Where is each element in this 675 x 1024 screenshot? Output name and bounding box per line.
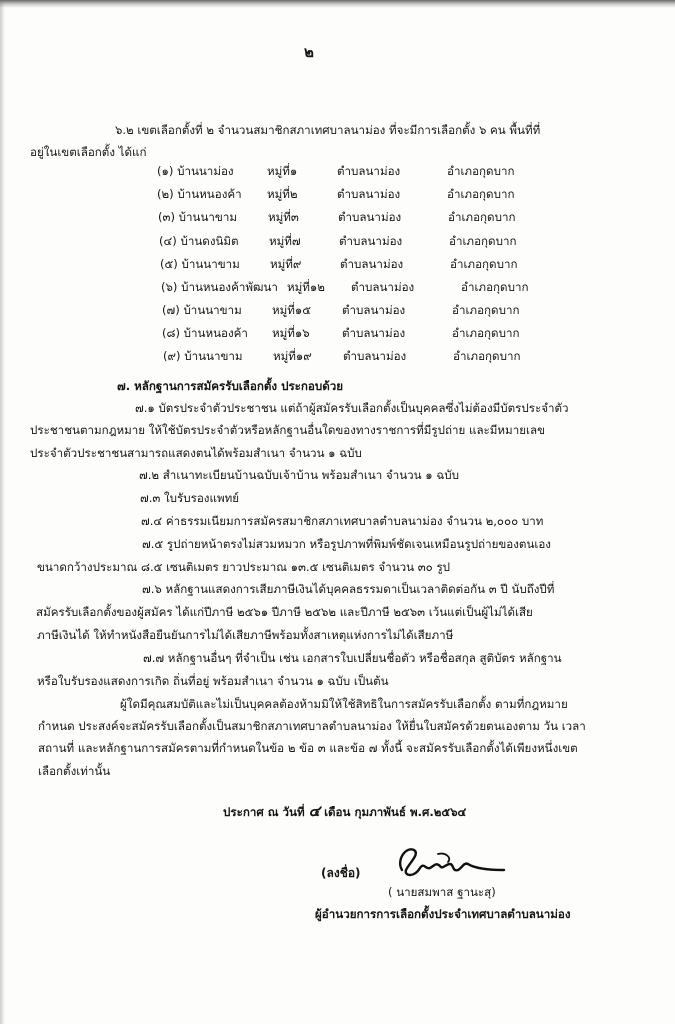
village-name: (๑) บ้านนาม่อง <box>157 164 234 178</box>
village-amphoe: อำเภอกุดบาก <box>450 257 518 271</box>
section-7-heading: ๗. หลักฐานการสมัครรับเลือกตั้ง ประกอบด้วย <box>117 379 344 393</box>
closing-line-2: กำหนด ประสงค์จะสมัครรับเลือกตั้งเป็นสมาชิกสภาเทศบาลตำบลนาม่อง ให้ยื่นใบสมัครด้วยตนเองตาม วัน เวลา <box>38 719 586 733</box>
page-number: ๒ <box>304 43 314 61</box>
item-7-5-line-2: ขนาดกว้างประมาณ ๘.๕ เซนติเมตร ยาวประมาณ ๑๓.๕ เซนติเมตร จำนวน ๓๐ รูป <box>37 560 451 574</box>
announcement-prefix: ประกาศ ณ วันที่ <box>223 805 305 819</box>
village-item <box>162 327 519 340</box>
village-moo: หมู่ที่๒ <box>267 187 298 201</box>
item-7-2: ๗.๒ สำเนาทะเบียนบ้านฉบับเจ้าบ้าน พร้อมสำเนา จำนวน ๑ ฉบับ <box>139 468 459 482</box>
signature-label: (ลงชื่อ) <box>321 866 361 880</box>
village-tambon: ตำบลนาม่อง <box>343 349 407 363</box>
item-7-6-line-1: ๗.๖ หลักฐานแสดงการเสียภาษีเงินได้บุคคลธรรมดาเป็นเวลาติดต่อกัน ๓ ปี นับถึงปีที่ <box>142 582 555 596</box>
announcement-day: ๔ <box>308 802 321 820</box>
village-name: (๔) บ้านดงนิมิต <box>159 234 239 248</box>
item-7-1-line-3: ประจำตัวประชาชนสามารถแสดงตนได้พร้อมสำเนา จำนวน ๑ ฉบับ <box>30 446 362 460</box>
village-name: (๖) บ้านหนองค้าพัฒนา <box>161 280 278 294</box>
signer-position: ผู้อำนวยการการเลือกตั้งประจำเทศบาลตำบลนาม่อง <box>315 907 571 921</box>
scan-edge-top <box>0 0 675 8</box>
item-7-7-line-1: ๗.๗ หลักฐานอื่นๆ ที่จำเป็น เช่น เอกสารใบเปลี่ยนชื่อตัว หรือชื่อสกุล สูติบัตร หลักฐาน <box>143 651 562 665</box>
item-7-6-line-3: ภาษีเงินได้ ให้ทำหนังสือยืนยันการไม่ได้เสียภาษีพร้อมทั้งสาเหตุแห่งการไม่ได้เสียภาษี <box>37 628 454 642</box>
village-tambon: ตำบลนาม่อง <box>338 210 402 224</box>
closing-line-3: สถานที่ และหลักฐานการสมัครตามที่กำหนดในข้อ ๒ ข้อ ๓ และข้อ ๗ ทั้งนี้ จะสมัครรับเลือกตั้งได้เพียงหนึ่งเขต <box>38 741 578 755</box>
announcement-suffix: เดือน กุมภาพันธ์ พ.ศ.๒๕๖๔ <box>324 805 467 819</box>
announcement-date <box>223 803 466 820</box>
village-item <box>160 258 517 271</box>
village-name: (๓) บ้านนาขาม <box>158 210 237 224</box>
village-amphoe: อำเภอกุดบาก <box>452 326 520 340</box>
scan-edge-left <box>0 0 5 1024</box>
item-7-1-line-2: ประชาชนตามกฎหมาย ให้ใช้บัตรประจำตัวหรือหลักฐานอื่นใดของทางราชการที่มีรูปถ่าย และมีหมายเลข <box>30 423 545 437</box>
closing-line-1: ผู้ใดมีคุณสมบัติและไม่เป็นบุคคลต้องห้ามมิให้ใช้สิทธิในการสมัครรับเลือกตั้ง ตามที่กฎหมาย <box>120 697 568 711</box>
village-item <box>159 235 516 248</box>
village-item <box>161 281 528 294</box>
village-moo: หมู่ที่๑๙ <box>273 349 312 363</box>
village-moo: หมู่ที่๑ <box>267 164 298 178</box>
village-tambon: ตำบลนาม่อง <box>351 280 415 294</box>
item-7-5-line-1: ๗.๕ รูปถ่ายหน้าตรงไม่สวมหมวก หรือรูปภาพที่พิมพ์ชัดเจนเหมือนรูปถ่ายของตนเอง <box>142 537 551 551</box>
village-amphoe: อำเภอกุดบาก <box>453 349 521 363</box>
village-tambon: ตำบลนาม่อง <box>340 257 404 271</box>
village-moo: หมู่ที่๗ <box>269 234 301 248</box>
village-name: (๕) บ้านนาขาม <box>160 257 240 271</box>
village-moo: หมู่ที่๑๖ <box>272 326 310 340</box>
village-amphoe: อำเภอกุดบาก <box>449 234 517 248</box>
village-amphoe: อำเภอกุดบาก <box>448 210 516 224</box>
village-moo: หมู่ที่๓ <box>268 210 299 224</box>
village-tambon: ตำบลนาม่อง <box>337 164 401 178</box>
village-amphoe: อำเภอกุดบาก <box>447 164 515 178</box>
village-amphoe: อำเภอกุดบาก <box>461 280 529 294</box>
closing-line-4: เลือกตั้งเท่านั้น <box>38 764 111 778</box>
village-name: (๒) บ้านหนองค้า <box>157 187 242 201</box>
village-amphoe: อำเภอกุดบาก <box>447 187 515 201</box>
village-moo: หมู่ที่๑๒ <box>287 280 325 294</box>
item-7-3: ๗.๓ ใบรับรองแพทย์ <box>140 491 240 505</box>
district-line-1: ๖.๒ เขตเลือกตั้งที่ ๒ จำนวนสมาชิกสภาเทศบาลนาม่อง ที่จะมีการเลือกตั้ง ๖ คน พื้นที่ที่ <box>115 123 541 137</box>
village-name: (๗) บ้านนาขาม <box>162 303 242 317</box>
village-tambon: ตำบลนาม่อง <box>339 234 403 248</box>
village-tambon: ตำบลนาม่อง <box>337 187 401 201</box>
village-tambon: ตำบลนาม่อง <box>342 303 406 317</box>
village-moo: หมู่ที่๑๕ <box>272 303 312 317</box>
village-tambon: ตำบลนาม่อง <box>342 326 406 340</box>
item-7-6-line-2: สมัครรับเลือกตั้งของผู้สมัคร ได้แก่ปีภาษี ๒๕๖๑ ปีภาษี ๒๕๖๒ และปีภาษี ๒๕๖๓ เว้นแต่เป็นผู้ไม่ได้เสีย <box>36 605 533 619</box>
village-amphoe: อำเภอกุดบาก <box>452 303 520 317</box>
village-item <box>157 165 514 178</box>
item-7-4: ๗.๔ ค่าธรรมเนียมการสมัครสมาชิกสภาเทศบาลตำบลนาม่อง จำนวน ๒,๐๐๐ บาท <box>141 514 544 528</box>
item-7-7-line-2: หรือใบรับรองแสดงการเกิด ถิ่นที่อยู่ พร้อมสำเนา จำนวน ๑ ฉบับ เป็นต้น <box>37 674 389 688</box>
village-item <box>163 350 520 363</box>
village-name: (๙) บ้านนาขาม <box>163 349 243 363</box>
village-item <box>157 188 514 201</box>
village-name: (๘) บ้านหนองค้า <box>162 326 248 340</box>
village-moo: หมู่ที่๙ <box>270 257 302 271</box>
signer-name: ( นายสมพาส ฐานะสุ) <box>388 885 496 899</box>
village-item <box>158 211 515 224</box>
item-7-1-line-1: ๗.๑ บัตรประจำตัวประชาชน แต่ถ้าผู้สมัครรับเลือกตั้งเป็นบุคคลซึ่งไม่ต้องมีบัตรประจำตัว <box>135 401 569 415</box>
village-item <box>162 304 519 317</box>
district-line-2: อยู่ในเขตเลือกตั้ง ได้แก่ <box>30 145 147 159</box>
handwritten-signature <box>392 840 512 888</box>
